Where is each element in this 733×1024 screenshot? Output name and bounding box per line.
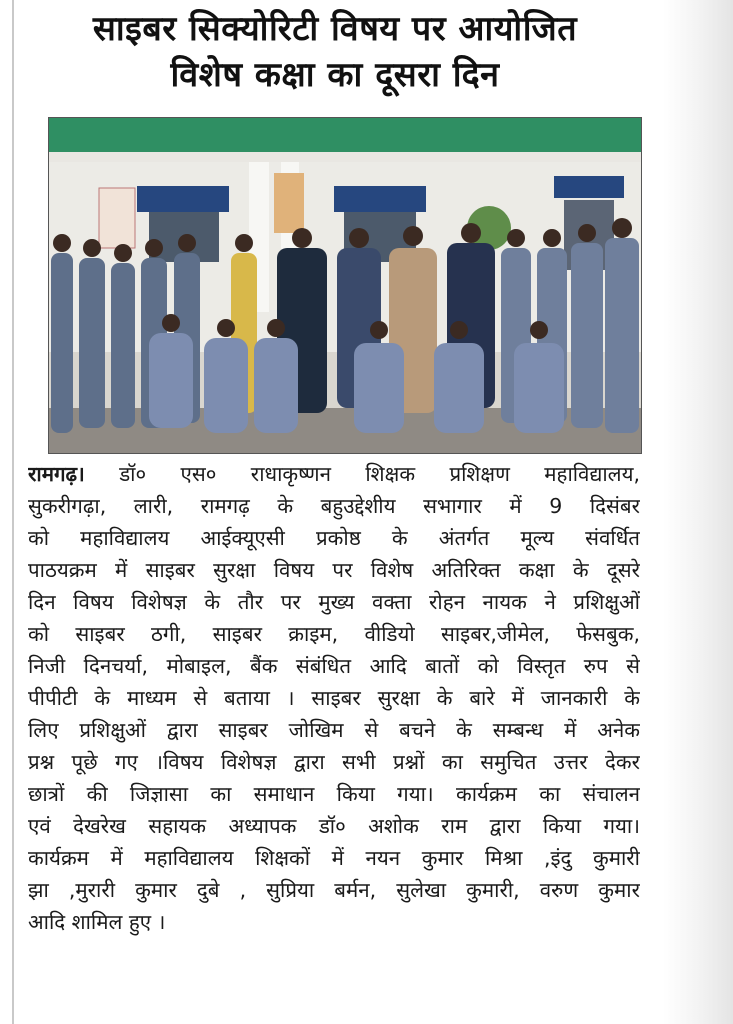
article-line: निजी दिनचर्या, मोबाइल, बैंक संबंधित आदि बातों को विस्तृत रुप से [28, 654, 640, 678]
article-body [28, 458, 640, 938]
page-left-rule [12, 0, 14, 1024]
article-line: को महाविद्यालय आईक्यूएसी प्रकोष्ठ के अंतर्गत मूल्य संवर्धित [28, 526, 640, 550]
article-line: पीपीटी के माध्यम से बताया । साइबर सुरक्षा के बारे में जानकारी के [28, 686, 640, 710]
dateline: रामगढ़। [28, 462, 85, 486]
article-line-text: डॉ० एस० राधाकृष्णन शिक्षक प्रशिक्षण महाविद्यालय, [84, 462, 640, 486]
headline-line-2: विशेष कक्षा का दूसरा दिन [170, 55, 500, 95]
article-line: कार्यक्रम में महाविद्यालय शिक्षकों में नयन कुमार मिश्रा ,इंदु कुमारी [28, 846, 640, 870]
headline-line-1: साइबर सिक्योरिटी विषय पर आयोजित [92, 9, 578, 49]
article-line: को साइबर ठगी, साइबर क्राइम, वीडियो साइबर,जीमेल, फेसबुक, [28, 622, 640, 646]
article-line [28, 458, 640, 490]
article-line: एवं देखरेख सहायक अध्यापक डॉ० अशोक राम द्वारा किया गया। [28, 814, 640, 838]
article-line: सुकरीगढ़ा, लारी, रामगढ़ के बहुउद्देशीय सभागार में 9 दिसंबर [28, 494, 640, 518]
article-line: छात्रों की जिज्ञासा का समाधान किया गया। कार्यक्रम का संचालन [28, 782, 640, 806]
page-right-edge [663, 0, 733, 1024]
article-line: पाठयक्रम में साइबर सुरक्षा विषय पर विशेष अतिरिक्त कक्षा के दूसरे [28, 558, 640, 582]
article-line: लिए प्रशिक्षुओं द्वारा साइबर जोखिम से बचने के सम्बन्ध में अनेक [28, 718, 640, 742]
article-line: आदि शामिल हुए । [28, 910, 166, 934]
group-photo [48, 117, 642, 454]
article-line: दिन विषय विशेषज्ञ के तौर पर मुख्य वक्ता रोहन नायक ने प्रशिक्षुओं [28, 590, 640, 614]
article-line: झा ,मुरारी कुमार दुबे , सुप्रिया बर्मन, सुलेखा कुमारी, वरुण कुमार [28, 878, 640, 902]
headline [20, 6, 650, 98]
article-line: प्रश्न पूछे गए ।विषय विशेषज्ञ द्वारा सभी प्रश्नों का समुचित उत्तर देकर [28, 750, 640, 774]
